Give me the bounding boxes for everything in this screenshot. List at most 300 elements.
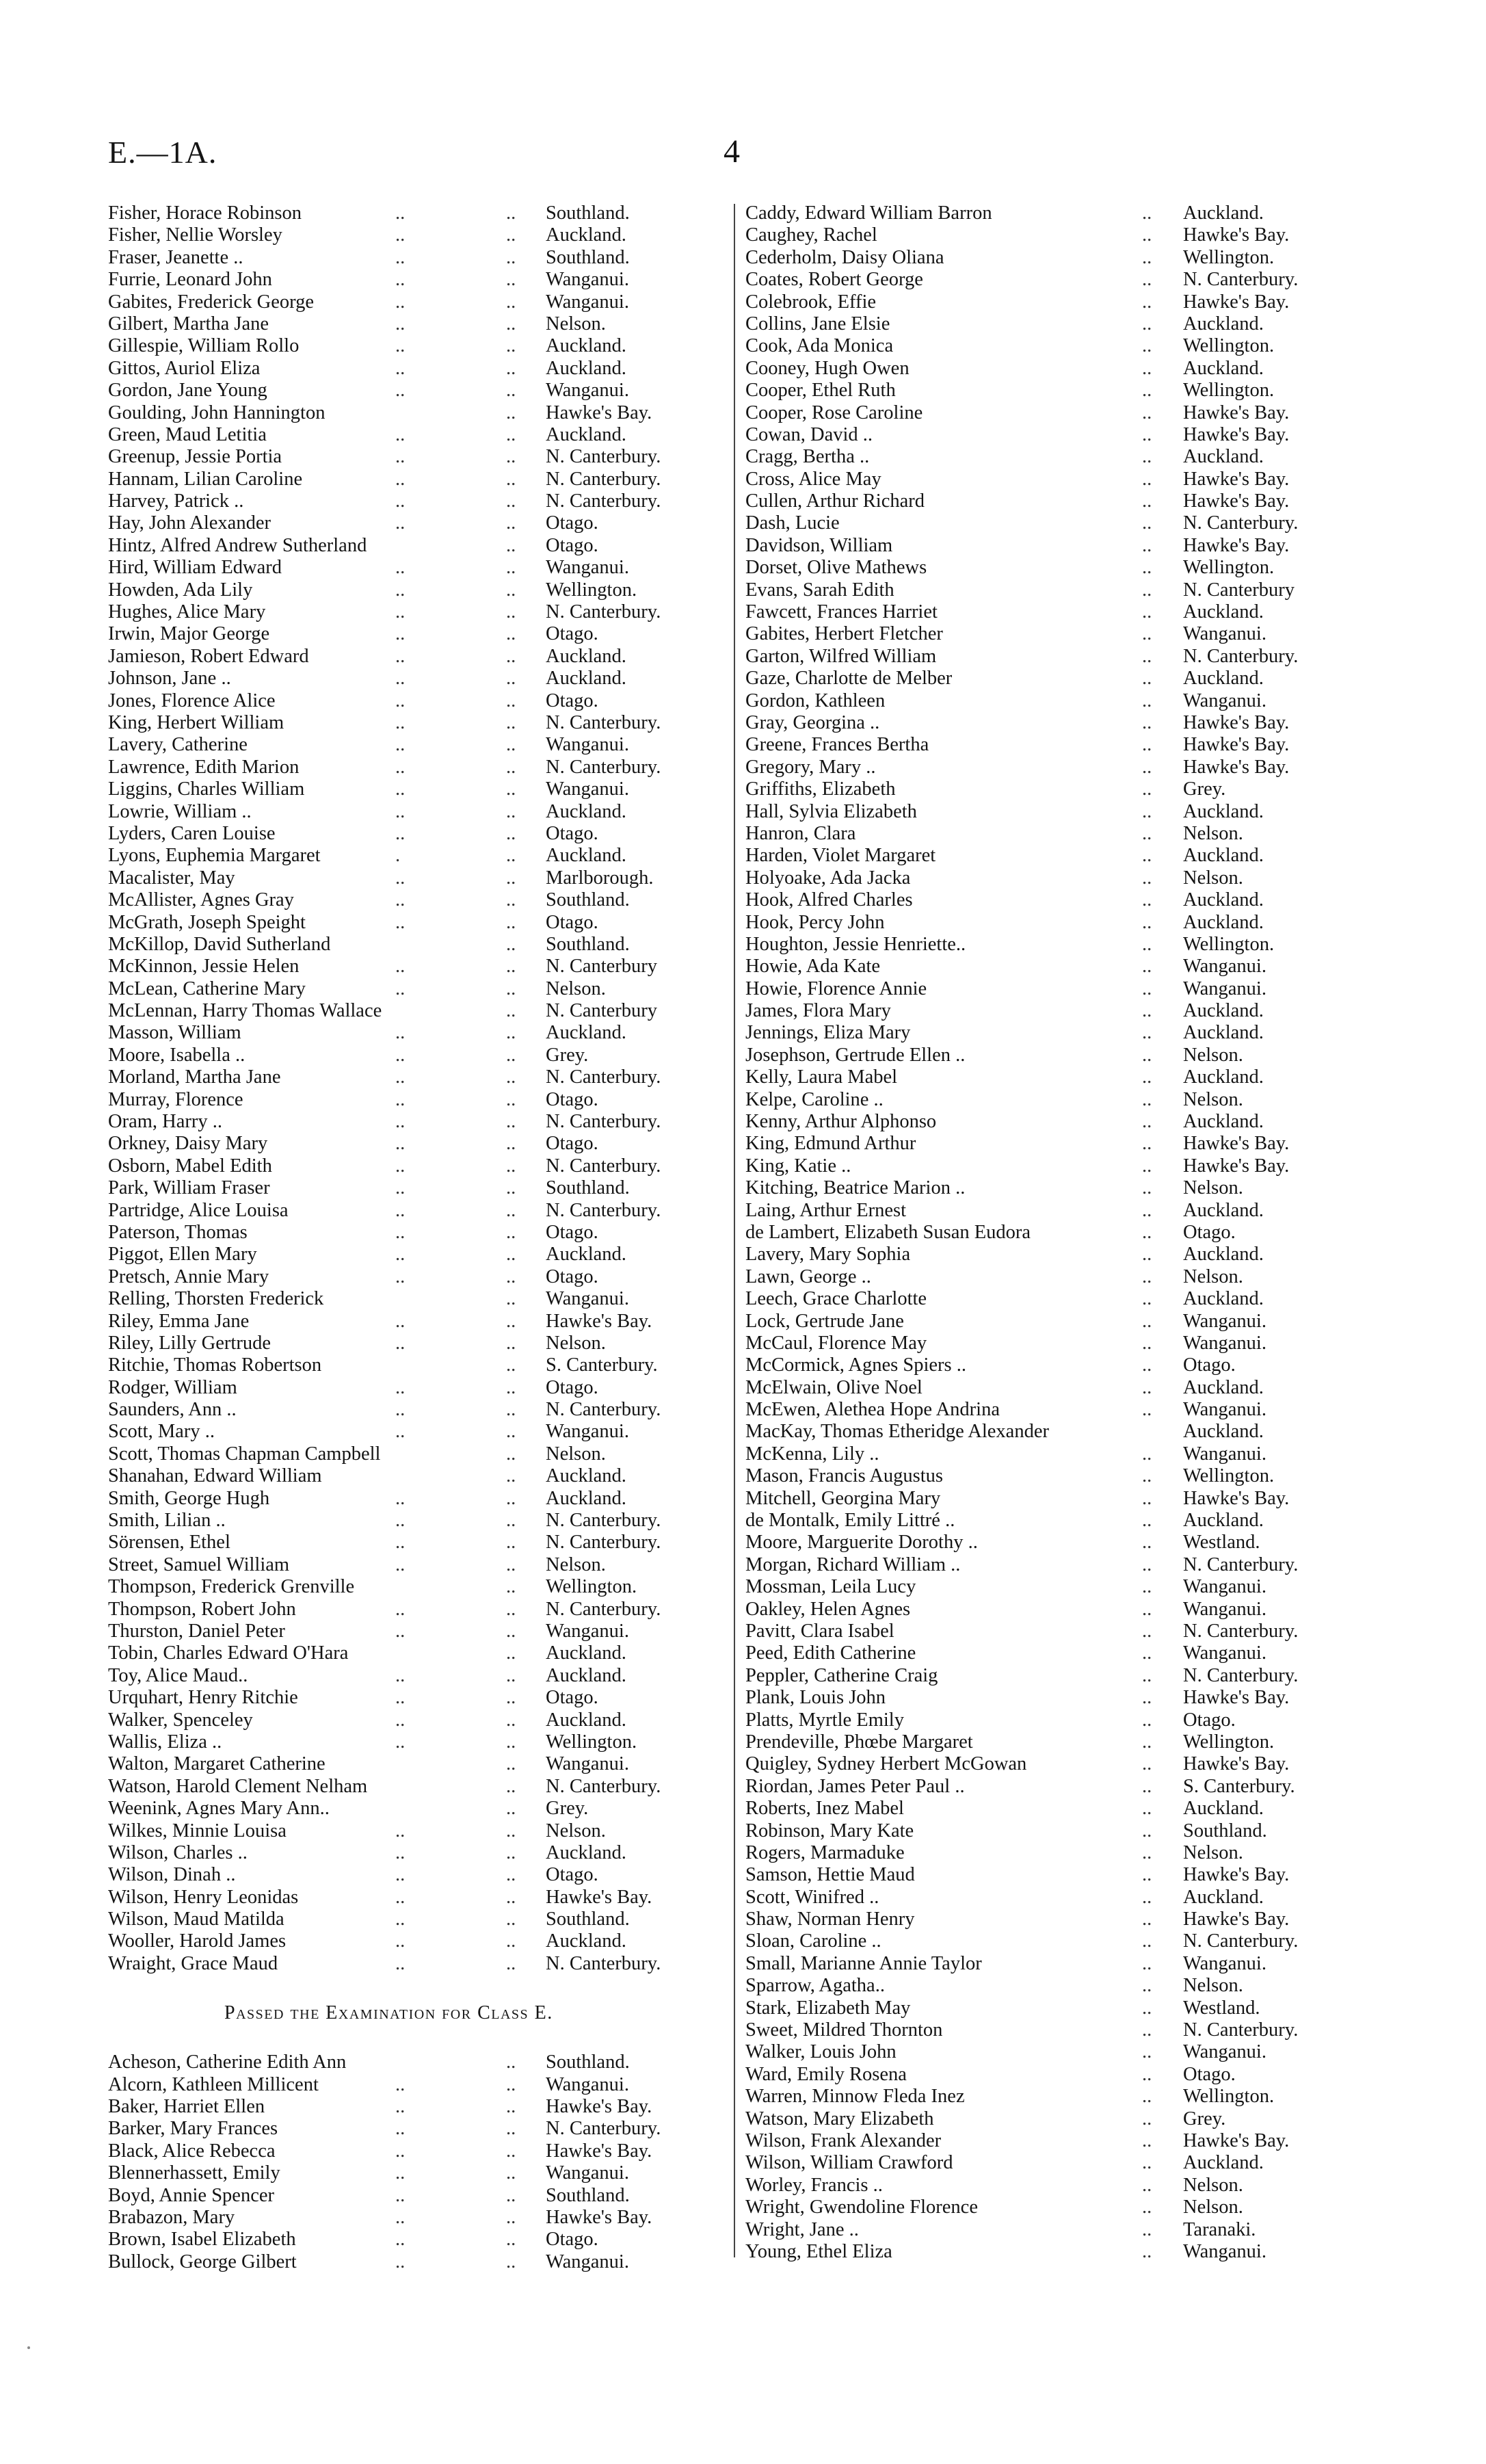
candidate-row — [108, 1576, 724, 1598]
candidate-name: Hay, John Alexander — [108, 512, 271, 534]
district-name: Wanganui. — [1183, 2041, 1266, 2063]
candidate-row — [745, 778, 1368, 800]
candidate-name: Mossman, Leila Lucy — [745, 1576, 916, 1598]
candidate-name: Shaw, Norman Henry — [745, 1909, 915, 1930]
leader-dots: .. — [1142, 1244, 1152, 1266]
candidate-name: Platts, Myrtle Emily — [745, 1709, 904, 1731]
candidate-name: Street, Samuel William — [108, 1554, 290, 1575]
candidate-row — [108, 778, 724, 800]
candidate-row — [108, 402, 724, 424]
candidate-row — [745, 291, 1368, 313]
district-name: Hawke's Bay. — [546, 402, 652, 423]
district-name: Auckland. — [1183, 357, 1264, 379]
candidate-row — [108, 668, 724, 690]
candidate-row — [745, 1443, 1368, 1465]
candidate-row — [745, 889, 1368, 911]
leader-dots: .. — [506, 1930, 516, 1952]
candidate-name: Holyoake, Ada Jacka — [745, 867, 911, 889]
district-name: Southland. — [546, 202, 630, 224]
district-name: Otago. — [546, 1266, 598, 1287]
leader-dots: .. — [506, 867, 516, 889]
leader-dots: .. — [506, 512, 516, 534]
candidate-row — [108, 1510, 724, 1532]
left-column — [108, 202, 724, 2273]
district-name: Hawke's Bay. — [546, 2096, 652, 2118]
candidate-name: Ritchie, Thomas Robertson — [108, 1354, 322, 1376]
district-name: Hawke's Bay. — [1183, 1155, 1290, 1177]
leader-dots: .. — [395, 1664, 406, 1686]
district-name: Auckland. — [1183, 1421, 1264, 1443]
candidate-row — [745, 1776, 1368, 1798]
candidate-row — [108, 1155, 724, 1177]
district-name: Auckland. — [546, 1642, 626, 1664]
candidate-row — [108, 579, 724, 601]
leader-dots: .. — [1142, 2218, 1152, 2240]
leader-dots: .. — [1142, 1354, 1152, 1376]
leader-dots: .. — [395, 2229, 406, 2251]
leader-dots: .. — [395, 202, 406, 224]
candidate-row — [745, 2108, 1368, 2130]
candidate-row — [745, 668, 1368, 690]
district-name: Wanganui. — [1183, 1399, 1266, 1421]
district-name: Wanganui. — [546, 1421, 629, 1443]
candidate-row — [108, 535, 724, 557]
candidate-row — [108, 2140, 724, 2162]
candidate-row — [108, 1311, 724, 1333]
leader-dots: .. — [1142, 867, 1152, 889]
candidate-row — [108, 601, 724, 623]
candidate-name: King, Herbert William — [108, 711, 284, 733]
column-divider — [734, 204, 735, 2257]
candidate-name: Walker, Spenceley — [108, 1709, 253, 1731]
candidate-name: Roberts, Inez Mabel — [745, 1798, 904, 1820]
candidate-row — [745, 757, 1368, 778]
leader-dots: .. — [506, 1221, 516, 1243]
candidate-name: Black, Alice Rebecca — [108, 2140, 276, 2162]
leader-dots: .. — [1142, 645, 1152, 667]
leader-dots: .. — [506, 1244, 516, 1266]
candidate-name: Griffiths, Elizabeth — [745, 778, 896, 800]
leader-dots: .. — [1142, 490, 1152, 512]
district-name: Nelson. — [1183, 1842, 1243, 1863]
leader-dots: .. — [506, 557, 516, 579]
candidate-row — [745, 1864, 1368, 1886]
leader-dots: .. — [395, 1199, 406, 1221]
district-name: S. Canterbury. — [1183, 1775, 1295, 1797]
candidate-name: Young, Ethel Eliza — [745, 2240, 892, 2262]
district-name: N. Canterbury. — [1183, 1930, 1299, 1952]
leader-dots: .. — [506, 1421, 516, 1443]
candidate-row — [745, 2175, 1368, 2197]
leader-dots: .. — [506, 380, 516, 402]
document-reference: E.—1A. — [108, 135, 217, 170]
candidate-name: Hannam, Lilian Caroline — [108, 468, 303, 490]
candidate-name: Saunders, Ann .. — [108, 1399, 237, 1421]
leader-dots: .. — [506, 2118, 516, 2140]
candidate-row — [745, 1288, 1368, 1310]
candidate-name: Mitchell, Georgina Mary — [745, 1487, 941, 1509]
candidate-name: Fraser, Jeanette .. — [108, 246, 243, 268]
candidate-name: Caddy, Edward William Barron — [745, 202, 992, 224]
district-name: Auckland. — [1183, 313, 1264, 335]
leader-dots: .. — [506, 889, 516, 911]
candidate-name: Morland, Martha Jane — [108, 1066, 281, 1088]
leader-dots: .. — [395, 468, 406, 490]
candidate-name: Wraight, Grace Maud — [108, 1952, 278, 1974]
district-name: Auckland. — [1183, 1000, 1264, 1022]
district-name: Wellington. — [1183, 1465, 1275, 1487]
candidate-name: Macalister, May — [108, 867, 235, 889]
candidate-row — [108, 291, 724, 313]
candidate-row — [108, 2162, 724, 2184]
district-name: Nelson. — [546, 1554, 606, 1575]
district-name: N. Canterbury. — [546, 1155, 661, 1177]
district-name: Auckland. — [546, 645, 626, 667]
leader-dots: .. — [395, 1842, 406, 1863]
candidate-row — [745, 1532, 1368, 1554]
leader-dots: .. — [1142, 402, 1152, 423]
district-name: Wellington. — [1183, 380, 1275, 402]
candidate-row — [745, 1133, 1368, 1155]
candidate-row — [108, 1864, 724, 1886]
district-name: Auckland. — [546, 1709, 626, 1731]
candidate-name: Kelpe, Caroline .. — [745, 1088, 884, 1110]
candidate-row — [108, 1776, 724, 1798]
candidate-name: King, Katie .. — [745, 1155, 851, 1177]
leader-dots: .. — [1142, 1199, 1152, 1221]
leader-dots: .. — [506, 1532, 516, 1554]
leader-dots: .. — [1142, 1310, 1152, 1332]
leader-dots: .. — [395, 1864, 406, 1886]
leader-dots: .. — [395, 1510, 406, 1532]
candidate-row — [745, 1731, 1368, 1753]
candidate-row — [108, 224, 724, 246]
candidate-row — [108, 712, 724, 734]
candidate-row — [745, 313, 1368, 335]
candidate-name: Lavery, Mary Sophia — [745, 1244, 911, 1266]
candidate-name: Tobin, Charles Edward O'Hara — [108, 1642, 349, 1664]
district-name: Wanganui. — [546, 269, 629, 291]
leader-dots: .. — [506, 291, 516, 313]
district-name: Auckland. — [546, 1487, 626, 1509]
candidate-name: Watson, Harold Clement Nelham — [108, 1775, 368, 1797]
leader-dots: .. — [506, 601, 516, 623]
candidate-name: Colebrook, Effie — [745, 291, 877, 313]
district-name: Wanganui. — [1183, 1310, 1266, 1332]
candidate-row — [745, 1753, 1368, 1775]
page-speck — [27, 2346, 30, 2349]
candidate-name: Cooney, Hugh Owen — [745, 357, 910, 379]
leader-dots: .. — [1142, 1266, 1152, 1287]
leader-dots: .. — [1142, 1044, 1152, 1066]
leader-dots: .. — [1142, 1997, 1152, 2019]
leader-dots: .. — [395, 2206, 406, 2228]
candidate-name: Fawcett, Frances Harriet — [745, 601, 938, 623]
leader-dots: .. — [395, 645, 406, 667]
district-name: Auckland. — [1183, 1111, 1264, 1133]
candidate-row — [108, 1399, 724, 1421]
leader-dots: .. — [395, 1399, 406, 1421]
district-name: N. Canterbury. — [546, 1399, 661, 1421]
district-name: N. Canterbury — [546, 956, 658, 978]
leader-dots: .. — [395, 1133, 406, 1155]
leader-dots: .. — [506, 1687, 516, 1709]
leader-dots: .. — [1142, 2086, 1152, 2108]
district-name: Nelson. — [1183, 1266, 1243, 1287]
leader-dots: .. — [395, 1930, 406, 1952]
leader-dots: .. — [1142, 1376, 1152, 1398]
district-name: Wellington. — [546, 579, 637, 601]
candidate-row — [745, 978, 1368, 1000]
candidate-name: James, Flora Mary — [745, 1000, 891, 1022]
candidate-row — [108, 1045, 724, 1066]
candidate-row — [108, 1753, 724, 1775]
candidate-row — [745, 2130, 1368, 2152]
district-name: Wanganui. — [1183, 690, 1266, 711]
candidate-name: Moore, Marguerite Dorothy .. — [745, 1532, 978, 1554]
leader-dots: .. — [1142, 2019, 1152, 2041]
district-name: Wellington. — [546, 1731, 637, 1753]
candidate-row — [108, 1200, 724, 1222]
leader-dots: .. — [1142, 2197, 1152, 2218]
leader-dots: .. — [1142, 1554, 1152, 1575]
district-name: N. Canterbury. — [546, 1598, 661, 1620]
leader-dots: .. — [506, 1000, 516, 1022]
district-name: Hawke's Bay. — [1183, 734, 1290, 756]
candidate-row — [745, 867, 1368, 889]
candidate-row — [108, 1909, 724, 1930]
district-name: Wanganui. — [546, 1621, 629, 1642]
candidate-name: Wilson, Charles .. — [108, 1842, 248, 1863]
leader-dots: .. — [506, 1820, 516, 1842]
leader-dots: .. — [506, 800, 516, 822]
candidate-row — [108, 1333, 724, 1354]
leader-dots: .. — [395, 1155, 406, 1177]
district-name: Otago. — [546, 1864, 598, 1886]
candidate-row — [745, 1045, 1368, 1066]
candidate-row — [108, 313, 724, 335]
candidate-row — [745, 646, 1368, 668]
candidate-name: Oram, Harry .. — [108, 1111, 222, 1133]
candidate-row — [745, 402, 1368, 424]
candidate-row — [745, 1155, 1368, 1177]
leader-dots: .. — [1142, 557, 1152, 579]
leader-dots: .. — [395, 224, 406, 246]
candidate-name: Cook, Ada Monica — [745, 335, 894, 357]
candidate-row — [745, 202, 1368, 224]
district-name: Wellington. — [1183, 557, 1275, 579]
candidate-row — [108, 956, 724, 978]
leader-dots: .. — [1142, 202, 1152, 224]
leader-dots: .. — [506, 711, 516, 733]
district-name: Wanganui. — [1183, 1332, 1266, 1354]
candidate-name: Garton, Wilfred William — [745, 645, 937, 667]
leader-dots: .. — [1142, 911, 1152, 933]
district-name: Wanganui. — [1183, 2240, 1266, 2262]
district-name: Auckland. — [1183, 601, 1264, 623]
candidate-name: Josephson, Gertrude Ellen .. — [745, 1044, 966, 1066]
candidate-row — [108, 1665, 724, 1687]
leader-dots: .. — [395, 867, 406, 889]
candidate-name: Wilson, Maud Matilda — [108, 1909, 284, 1930]
leader-dots: .. — [506, 1288, 516, 1310]
leader-dots: .. — [1142, 1487, 1152, 1509]
district-name: Hawke's Bay. — [546, 2140, 652, 2162]
leader-dots: .. — [506, 1621, 516, 1642]
candidate-name: Hall, Sylvia Elizabeth — [745, 800, 917, 822]
district-name: Auckland. — [546, 1465, 626, 1487]
leader-dots: .. — [1142, 1133, 1152, 1155]
candidate-name: Smith, Lilian .. — [108, 1510, 226, 1532]
candidate-name: Lock, Gertrude Jane — [745, 1310, 904, 1332]
candidate-name: Greenup, Jessie Portia — [108, 446, 282, 468]
leader-dots: .. — [506, 1310, 516, 1332]
district-name: Auckland. — [546, 224, 626, 246]
candidate-row — [745, 2241, 1368, 2263]
leader-dots: .. — [506, 690, 516, 711]
candidate-row — [108, 1443, 724, 1465]
leader-dots: .. — [395, 490, 406, 512]
district-name: Hawke's Bay. — [1183, 2129, 1290, 2151]
candidate-row — [745, 1022, 1368, 1044]
candidate-row — [745, 1465, 1368, 1487]
leader-dots: .. — [1142, 423, 1152, 445]
district-name: Auckland. — [1183, 1022, 1264, 1044]
candidate-row — [745, 1000, 1368, 1022]
leader-dots: .. — [1142, 1000, 1152, 1022]
candidate-row — [745, 1599, 1368, 1621]
leader-dots: .. — [1142, 822, 1152, 844]
candidate-name: Mason, Francis Augustus — [745, 1465, 943, 1487]
candidate-name: Irwin, Major George — [108, 623, 270, 645]
district-name: Hawke's Bay. — [546, 1310, 652, 1332]
candidate-name: Wright, Jane .. — [745, 2218, 859, 2240]
leader-dots: .. — [395, 1886, 406, 1908]
candidate-row — [745, 823, 1368, 845]
district-name: Southland. — [546, 1177, 630, 1199]
candidate-name: Johnson, Jane .. — [108, 668, 231, 690]
district-name: Southland. — [1183, 1820, 1267, 1842]
leader-dots: .. — [506, 402, 516, 423]
district-name: N. Canterbury — [546, 1000, 658, 1022]
candidate-name: Hird, William Edward — [108, 557, 282, 579]
leader-dots: .. — [506, 490, 516, 512]
leader-dots: .. — [506, 1554, 516, 1575]
candidate-row — [108, 734, 724, 756]
district-name: Wellington. — [546, 1576, 637, 1598]
district-name: Auckland. — [546, 668, 626, 690]
candidate-row — [745, 934, 1368, 956]
leader-dots: .. — [395, 800, 406, 822]
candidate-name: Hughes, Alice Mary — [108, 601, 266, 623]
candidate-name: Warren, Minnow Fleda Inez — [745, 2086, 965, 2108]
candidate-row — [108, 557, 724, 579]
leader-dots: .. — [506, 335, 516, 357]
candidate-row — [108, 380, 724, 402]
candidate-name: Gabites, Frederick George — [108, 291, 314, 313]
leader-dots: .. — [1142, 1798, 1152, 1820]
leader-dots: .. — [506, 822, 516, 844]
leader-dots: .. — [1142, 1753, 1152, 1775]
candidate-name: Gittos, Auriol Eliza — [108, 357, 261, 379]
district-name: Wanganui. — [546, 2162, 629, 2184]
leader-dots: .. — [395, 380, 406, 402]
candidate-name: Caughey, Rachel — [745, 224, 877, 246]
leader-dots: .. — [395, 734, 406, 756]
candidate-row — [745, 1421, 1368, 1443]
district-name: Westland. — [1183, 1997, 1260, 2019]
district-name: Westland. — [1183, 1532, 1260, 1554]
leader-dots: .. — [506, 1133, 516, 1155]
leader-dots: .. — [1142, 1066, 1152, 1088]
district-name: Grey. — [1183, 778, 1226, 800]
leader-dots: .. — [1142, 1709, 1152, 1731]
leader-dots: .. — [506, 778, 516, 800]
candidate-name: McAllister, Agnes Gray — [108, 889, 294, 911]
district-name: Grey. — [1183, 2108, 1226, 2129]
leader-dots: .. — [506, 1642, 516, 1664]
candidate-row — [108, 358, 724, 380]
leader-dots: .. — [395, 1687, 406, 1709]
candidate-row — [745, 2197, 1368, 2218]
leader-dots: .. — [506, 1376, 516, 1398]
candidate-name: McLean, Catherine Mary — [108, 978, 306, 999]
leader-dots: .. — [395, 911, 406, 933]
candidate-name: Cragg, Bertha .. — [745, 446, 870, 468]
leader-dots: .. — [1142, 1687, 1152, 1709]
candidate-name: Wilkes, Minnie Louisa — [108, 1820, 287, 1842]
candidate-name: Samson, Hettie Maud — [745, 1864, 915, 1886]
leader-dots: .. — [395, 711, 406, 733]
candidate-row — [108, 1354, 724, 1376]
leader-dots: .. — [506, 2096, 516, 2118]
district-name: Wanganui. — [1183, 956, 1266, 978]
leader-dots: .. — [506, 1088, 516, 1110]
candidate-row — [745, 1200, 1368, 1222]
leader-dots: .. — [506, 1753, 516, 1775]
leader-dots: .. — [1142, 778, 1152, 800]
leader-dots: .. — [1142, 269, 1152, 291]
leader-dots: .. — [1142, 690, 1152, 711]
leader-dots: .. — [1142, 357, 1152, 379]
candidate-row — [745, 1333, 1368, 1354]
candidate-row — [108, 1377, 724, 1399]
district-name: Wanganui. — [1183, 1642, 1266, 1664]
candidate-name: Urquhart, Henry Ritchie — [108, 1687, 298, 1709]
district-name: N. Canterbury. — [546, 1066, 661, 1088]
candidate-row — [745, 1642, 1368, 1664]
candidate-row — [745, 1820, 1368, 1842]
candidate-row — [745, 1576, 1368, 1598]
candidate-row — [745, 2086, 1368, 2108]
candidate-row — [745, 712, 1368, 734]
candidate-name: Harvey, Patrick .. — [108, 490, 244, 512]
candidate-row — [108, 446, 724, 468]
district-name: Hawke's Bay. — [1183, 490, 1290, 512]
leader-dots: .. — [1142, 1088, 1152, 1110]
candidate-name: Fisher, Nellie Worsley — [108, 224, 282, 246]
leader-dots: .. — [395, 2251, 406, 2272]
candidate-row — [108, 1532, 724, 1554]
candidate-list-right — [745, 202, 1368, 2263]
candidate-name: Jennings, Eliza Mary — [745, 1022, 911, 1044]
district-name: N. Canterbury. — [546, 711, 661, 733]
district-name: Hawke's Bay. — [1183, 534, 1290, 556]
candidate-row — [745, 801, 1368, 823]
leader-dots: .. — [395, 822, 406, 844]
candidate-name: Plank, Louis John — [745, 1687, 886, 1709]
candidate-row — [108, 1554, 724, 1576]
